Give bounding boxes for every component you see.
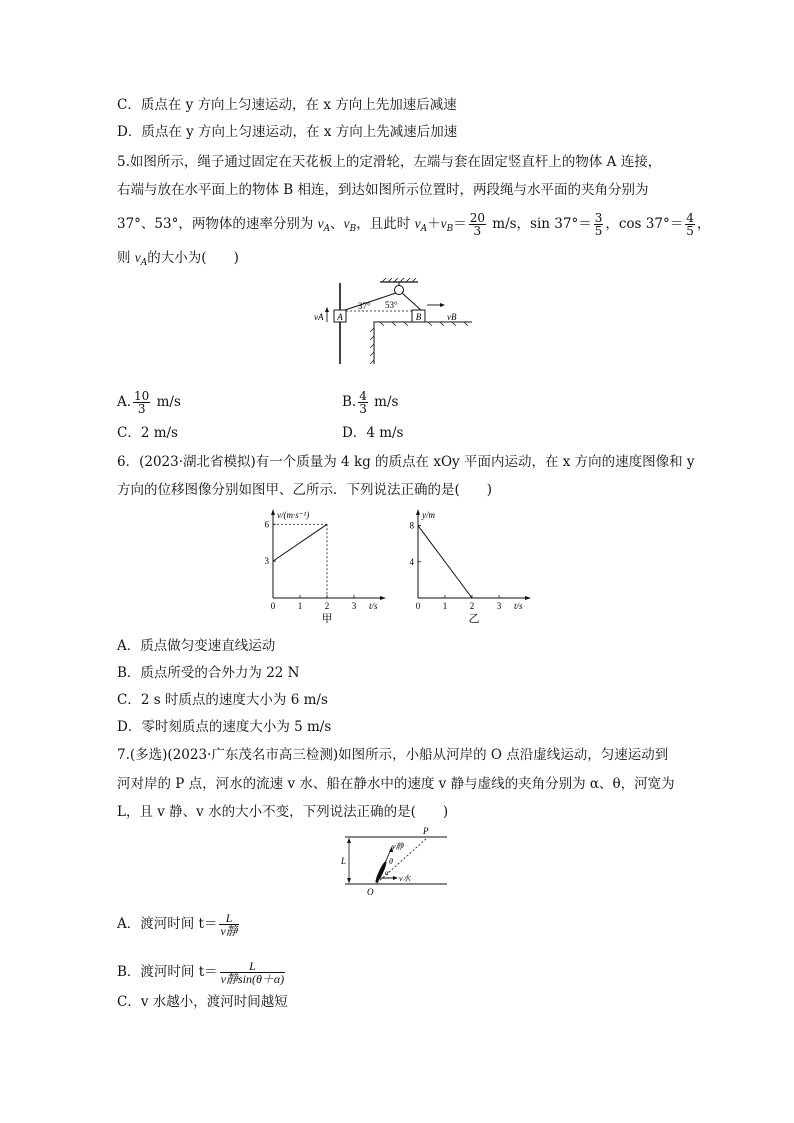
q6-option-c: C．2 s 时质点的速度大小为 6 m/s <box>117 692 328 708</box>
q6-stem-line2: 方向的位移图像分别如图甲、乙所示．下列说法正确的是( ) <box>117 482 493 498</box>
chart-1-y-tick-label: 8 <box>409 520 414 531</box>
chart-1-x-tick-label: 2 <box>469 601 475 611</box>
chart-1-x-tick-label: 0 <box>415 601 421 611</box>
q7-label-theta: θ <box>389 857 393 866</box>
q7-river-figure <box>335 826 453 898</box>
q5-sum-fraction: $\frac{20}{3}$ <box>469 211 485 238</box>
q5-option-a: A. $\frac{10}{3}$ m/s <box>117 389 181 416</box>
q5-angle-37: 37° <box>358 301 371 311</box>
q7-option-c: C．v 水越小，渡河时间越短 <box>117 994 288 1010</box>
q7-stem-line1: 7.(多选)(2023·广东茂名市高三检测)如图所示，小船从河岸的 O 点沿虚线运动，匀速运动到 <box>117 747 669 763</box>
q6-chart-jia <box>255 506 395 628</box>
q7-option-a-fraction: $\frac{L}{\text{v静}}$ <box>220 911 238 938</box>
q4-option-d: D．质点在 y 方向上匀速运动，在 x 方向上先减速后加速 <box>117 124 458 140</box>
q6-option-d: D．零时刻质点的速度大小为 5 m/s <box>117 719 332 735</box>
q4-option-c: C．质点在 y 方向上匀速运动，在 x 方向上先加速后减速 <box>117 97 457 113</box>
q5-label-A: A <box>337 312 343 322</box>
q7-label-O: O <box>367 887 374 897</box>
q7-label-L: L <box>341 856 347 866</box>
chart-1-x-tick-label: 1 <box>442 601 448 611</box>
q7-option-b-fraction: $\frac{L}{\text{v静sin(θ＋α)}}$ <box>220 959 285 986</box>
chart-0-x-tick-label: 2 <box>324 601 330 611</box>
q7-option-b: B．渡河时间 t＝ $\frac{L}{\text{v静sin(θ＋α)}}$ <box>117 959 285 986</box>
q7-stem-line3: L，且 v 静、v 水的大小不变，下列说法正确的是( ) <box>117 804 449 820</box>
q6-option-a: A．质点做匀变速直线运动 <box>117 638 276 654</box>
q6-yi-xlabel: t/s <box>514 601 523 611</box>
q6-jia-xlabel: t/s <box>369 601 378 611</box>
q5-option-a-fraction: $\frac{10}{3}$ <box>134 389 150 416</box>
chart-0-y-tick-label: 6 <box>264 519 269 530</box>
q5-label-vB: vB <box>447 312 457 322</box>
q7-option-a: A．渡河时间 t＝ $\frac{L}{\text{v静}}$ <box>117 911 238 938</box>
chart-0-x-tick-label: 1 <box>297 601 303 611</box>
chart-1-series-line <box>418 526 472 598</box>
q6-option-b: B．质点所受的合外力为 22 N <box>117 665 300 681</box>
q5-option-c: C．2 m/s <box>117 425 178 441</box>
q6-yi-ylabel: y/m <box>422 510 435 520</box>
q5-stem-line2: 右端与放在水平面上的物体 B 相连，到达如图所示位置时，两段绳与水平面的夹角分别为 <box>117 182 649 198</box>
q5-pulley-figure <box>310 278 480 368</box>
q5-cos-fraction: $\frac{4}{5}$ <box>686 211 694 238</box>
chart-0-series-line <box>273 524 327 561</box>
q7-label-vjing: v静 <box>392 842 404 851</box>
q6-yi-caption: 乙 <box>468 613 480 625</box>
chart-0-x-tick-label: 0 <box>270 601 276 611</box>
q5-stem-line3: 37°、53°，两物体的速率分别为 $v_A$、$v_B$，且此时 $v_A+v_B=$ $\frac{20}{3}$ m/s，sin 37°＝ $\frac{3}{5}$ ，cos 37°＝ $\frac{4}{5}$ ， <box>117 211 711 238</box>
chart-0-x-tick-label: 3 <box>351 601 357 611</box>
chart-0-y-tick-label: 3 <box>264 556 269 567</box>
q5-option-b: B. $\frac{4}{3}$ m/s <box>342 389 399 416</box>
q7-label-vshui: v水 <box>399 874 411 883</box>
q5-stem-line1: 5.如图所示，绳子通过固定在天花板上的定滑轮，左端与套在固定竖直杆上的物体 A 连接， <box>117 154 662 170</box>
chart-1-y-tick-label: 4 <box>409 556 414 567</box>
q7-label-alpha: α <box>385 869 389 877</box>
chart-1-x-tick-label: 3 <box>496 601 502 611</box>
q5-stem-line4: 则 $v_A$的大小为( ) <box>117 250 239 268</box>
q5-option-b-fraction: $\frac{4}{3}$ <box>359 389 367 416</box>
q5-label-B: B <box>415 312 422 322</box>
q6-jia-ylabel: v/(m·s⁻¹) <box>277 510 310 520</box>
q7-label-P: P <box>423 826 429 836</box>
q7-stem-line2: 河对岸的 P 点，河水的流速 v 水、船在静水中的速度 v 静与虚线的夹角分别为 α、θ，河宽为 <box>117 776 675 792</box>
q6-chart-yi <box>400 506 540 628</box>
q5-sin-fraction: $\frac{3}{5}$ <box>594 211 603 238</box>
q5-option-d: D．4 m/s <box>342 425 404 441</box>
q5-label-vA: vA <box>314 312 324 322</box>
q6-stem-line1: 6．(2023·湖北省模拟)有一个质量为 4 kg 的质点在 xOy 平面内运动，在 x 方向的速度图像和 y <box>117 454 695 470</box>
q5-angle-53: 53° <box>385 300 398 310</box>
q6-jia-caption: 甲 <box>321 613 333 625</box>
